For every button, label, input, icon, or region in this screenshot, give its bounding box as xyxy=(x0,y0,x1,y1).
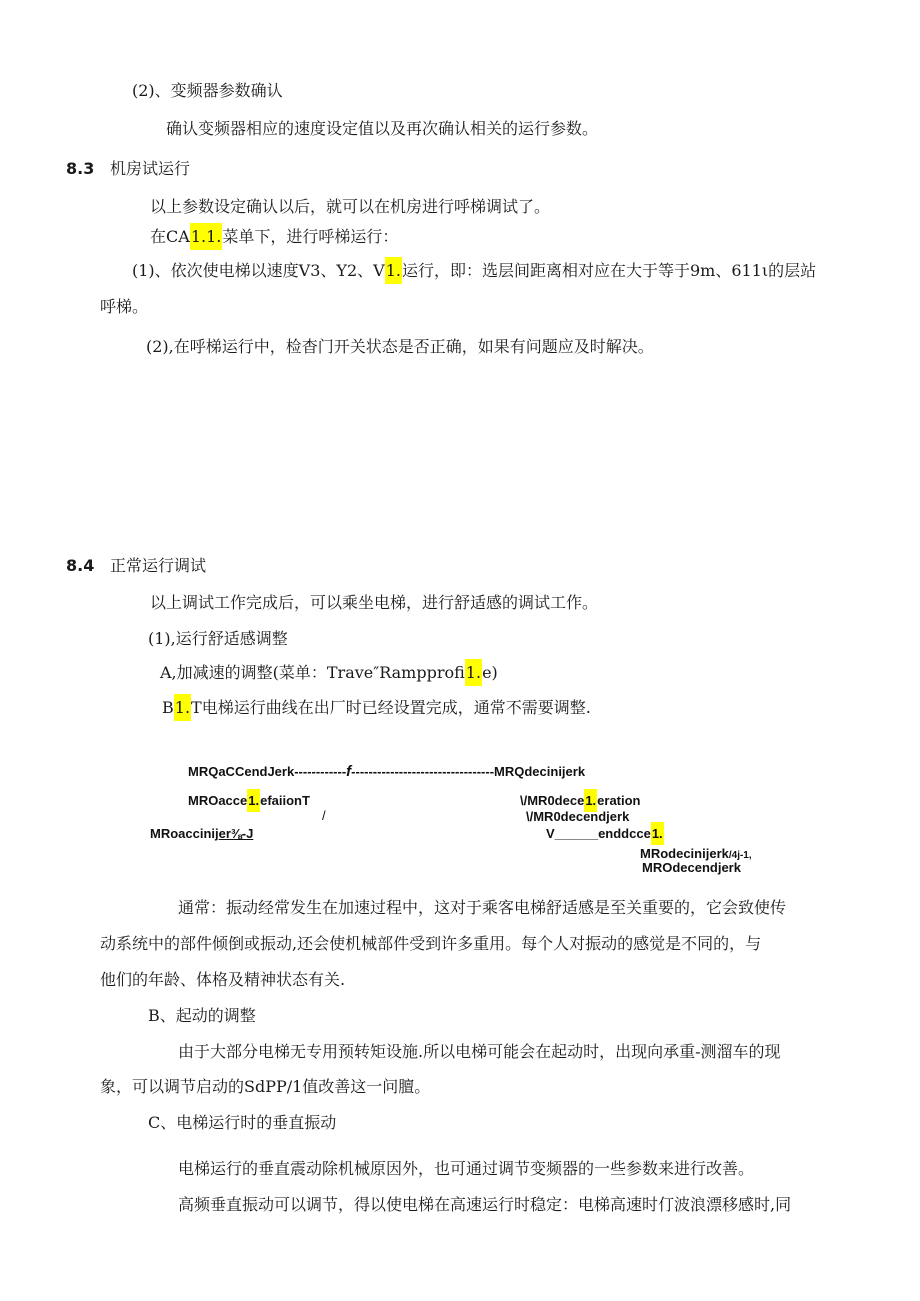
heading-number: 8.4 xyxy=(66,556,95,575)
paragraph-line: 动系统中的部件倾倒或振动,还会使机械部件受到许多重用。每个人对振动的感觉是不同的，与 xyxy=(100,934,762,953)
highlight: 1. xyxy=(247,789,260,812)
item-2-title: (2)、变频器参数确认 xyxy=(132,81,283,100)
diagram-acceleration-label: MROacce1.efaiionT xyxy=(188,793,310,809)
highlight: 1.1. xyxy=(190,223,223,250)
diagram-deceleration-label: \/MR0dece1.eration xyxy=(520,793,641,809)
highlight: 1. xyxy=(174,694,191,721)
paragraph: 以上调试工作完成后，可以乘坐电梯，进行舒适感的调试工作。 xyxy=(150,593,599,612)
heading-number: 8.3 xyxy=(66,159,95,178)
diagram-end-dcce-label: V______enddcce1. xyxy=(546,826,664,842)
subheading-b: B、起动的调整 xyxy=(148,1006,256,1025)
diagram-top-line: MRQaCCendJerk------------f---------------------------------MRQdecinijerk xyxy=(188,763,586,780)
diagram-slash: / xyxy=(322,808,326,823)
paragraph: A,加减速的调整(菜单：Trave″Rampprofi1.e) xyxy=(160,662,498,684)
highlight: 1. xyxy=(465,659,482,686)
item-2-body: 确认变频器相应的速度设定值以及再次确认相关的运行参数。 xyxy=(166,119,599,138)
diagram-dec-end-jerk-label: \/MR0decendjerk xyxy=(526,809,630,824)
diagram-dec-end-label: MROdecendjerk xyxy=(642,860,741,875)
diagram-dec-init-jerk-label: MRodecinijerk/4j-1, xyxy=(640,846,752,861)
paragraph: B1.T电梯运行曲线在出厂时已经设置完成，通常不需要调整. xyxy=(162,697,591,719)
highlight: 1. xyxy=(584,789,597,812)
paragraph-line: 电梯运行的垂直震动除机械原因外，也可通过调节变频器的一些参数来进行改善。 xyxy=(178,1159,755,1178)
heading-title: 正常运行调试 xyxy=(110,556,207,575)
paragraph-line: 通常：振动经常发生在加速过程中，这对于乘客电梯舒适感是至关重要的，它会致使传 xyxy=(178,898,787,917)
paragraph: (1)、依次使电梯以速度V3、Y2、V1.运行，即：选层间距离相对应在大于等于9m、611ι的层站 xyxy=(132,260,816,282)
paragraph: 在CA1.1.菜单下，进行呼梯运行： xyxy=(150,226,398,248)
paragraph-continuation: 呼梯。 xyxy=(100,297,149,316)
paragraph: (2),在呼梯运行中，检杳门开关状态是否正确，如果有问题应及时解决。 xyxy=(146,337,654,356)
heading-title: 机房试运行 xyxy=(110,159,191,178)
paragraph-line: 高频垂直振动可以调节，得以使电梯在高速运行时稳定：电梯高速时仃波浪漂移感时,同 xyxy=(178,1195,792,1214)
highlight: 1. xyxy=(385,257,402,284)
paragraph-line: 象，可以调节启动的SdPP/1值改善这一问膻。 xyxy=(100,1077,431,1096)
paragraph: (1),运行舒适感调整 xyxy=(148,629,288,648)
heading-8-3 xyxy=(66,158,190,180)
paragraph-line: 由于大部分电梯无专用预转矩设施.所以电梯可能会在起动时，出现向承重-测溜车的现 xyxy=(178,1042,781,1061)
heading-8-4 xyxy=(66,555,206,577)
paragraph: 以上参数设定确认以后，就可以在机房进行呼梯调试了。 xyxy=(150,197,551,216)
paragraph-line: 他们的年龄、体格及精神状态有关. xyxy=(100,970,346,989)
highlight: 1. xyxy=(651,822,664,845)
diagram-acc-init-jerk-label: MRoaccinijer⅜-J xyxy=(150,826,254,841)
subheading-c: C、电梯运行时的垂直振动 xyxy=(148,1113,337,1132)
